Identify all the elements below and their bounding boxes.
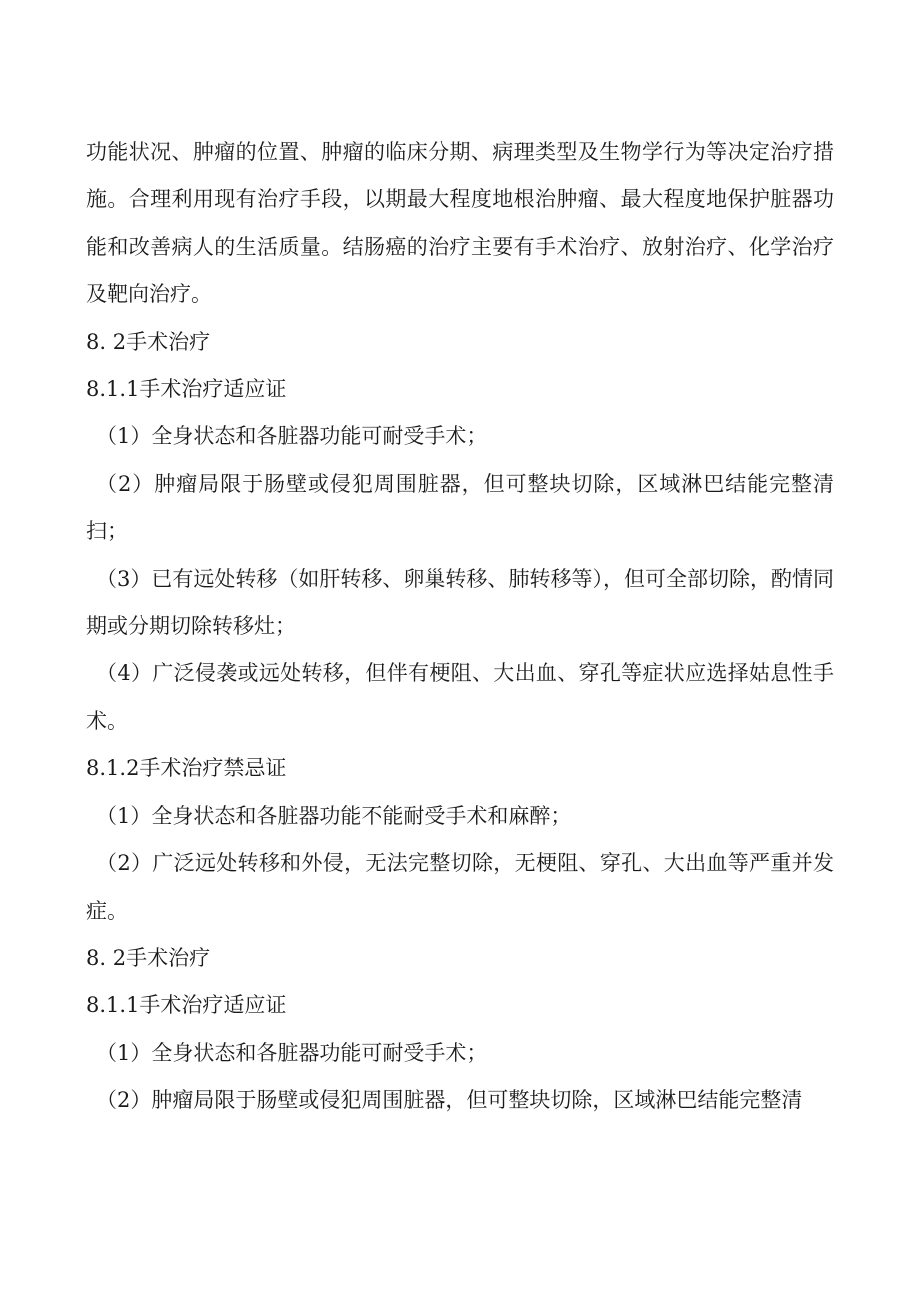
list-item-indication-3: （3）已有远处转移（如肝转移、卵巢转移、肺转移等），但可全部切除，酌情同期或分期切除转移灶；: [86, 566, 834, 639]
section-heading-8-2: 8. 2手术治疗: [86, 329, 211, 354]
subsection-heading-indications-repeat: 8.1.1手术治疗适应证: [86, 993, 287, 1018]
list-item-indication-2-repeat: （2）肿瘤局限于肠壁或侵犯周围脏器，但可整块切除，区域淋巴结能完整清: [96, 1088, 803, 1113]
section-heading-8-2-repeat: 8. 2手术治疗: [86, 945, 211, 970]
list-item-indication-1-repeat: （1）全身状态和各脏器功能可耐受手术；: [96, 1040, 488, 1065]
list-item-indication-1: （1）全身状态和各脏器功能可耐受手术；: [96, 424, 488, 449]
list-item-contraindication-1: （1）全身状态和各脏器功能不能耐受手术和麻醉；: [96, 803, 572, 828]
paragraph-intro: 功能状况、肿瘤的位置、肿瘤的临床分期、病理类型及生物学行为等决定治疗措施。合理利用现有治疗手段，以期最大程度地根治肿瘤、最大程度地保护脏器功能和改善病人的生活质量。结肠癌的治疗主要有手术治疗、放射治疗、化学治疗及靶向治疗。: [86, 140, 834, 307]
list-item-indication-4: （4）广泛侵袭或远处转移，但伴有梗阻、大出血、穿孔等症状应选择姑息性手术。: [86, 661, 834, 733]
list-item-indication-2: （2）肿瘤局限于肠壁或侵犯周围脏器，但可整块切除，区域淋巴结能完整清扫；: [86, 471, 834, 544]
list-item-contraindication-2: （2）广泛远处转移和外侵，无法完整切除，无梗阻、穿孔、大出血等严重并发症。: [86, 851, 834, 923]
subsection-heading-contraindications: 8.1.2手术治疗禁忌证: [86, 756, 287, 781]
document-body: [86, 129, 834, 1125]
subsection-heading-indications: 8.1.1手术治疗适应证: [86, 377, 287, 402]
